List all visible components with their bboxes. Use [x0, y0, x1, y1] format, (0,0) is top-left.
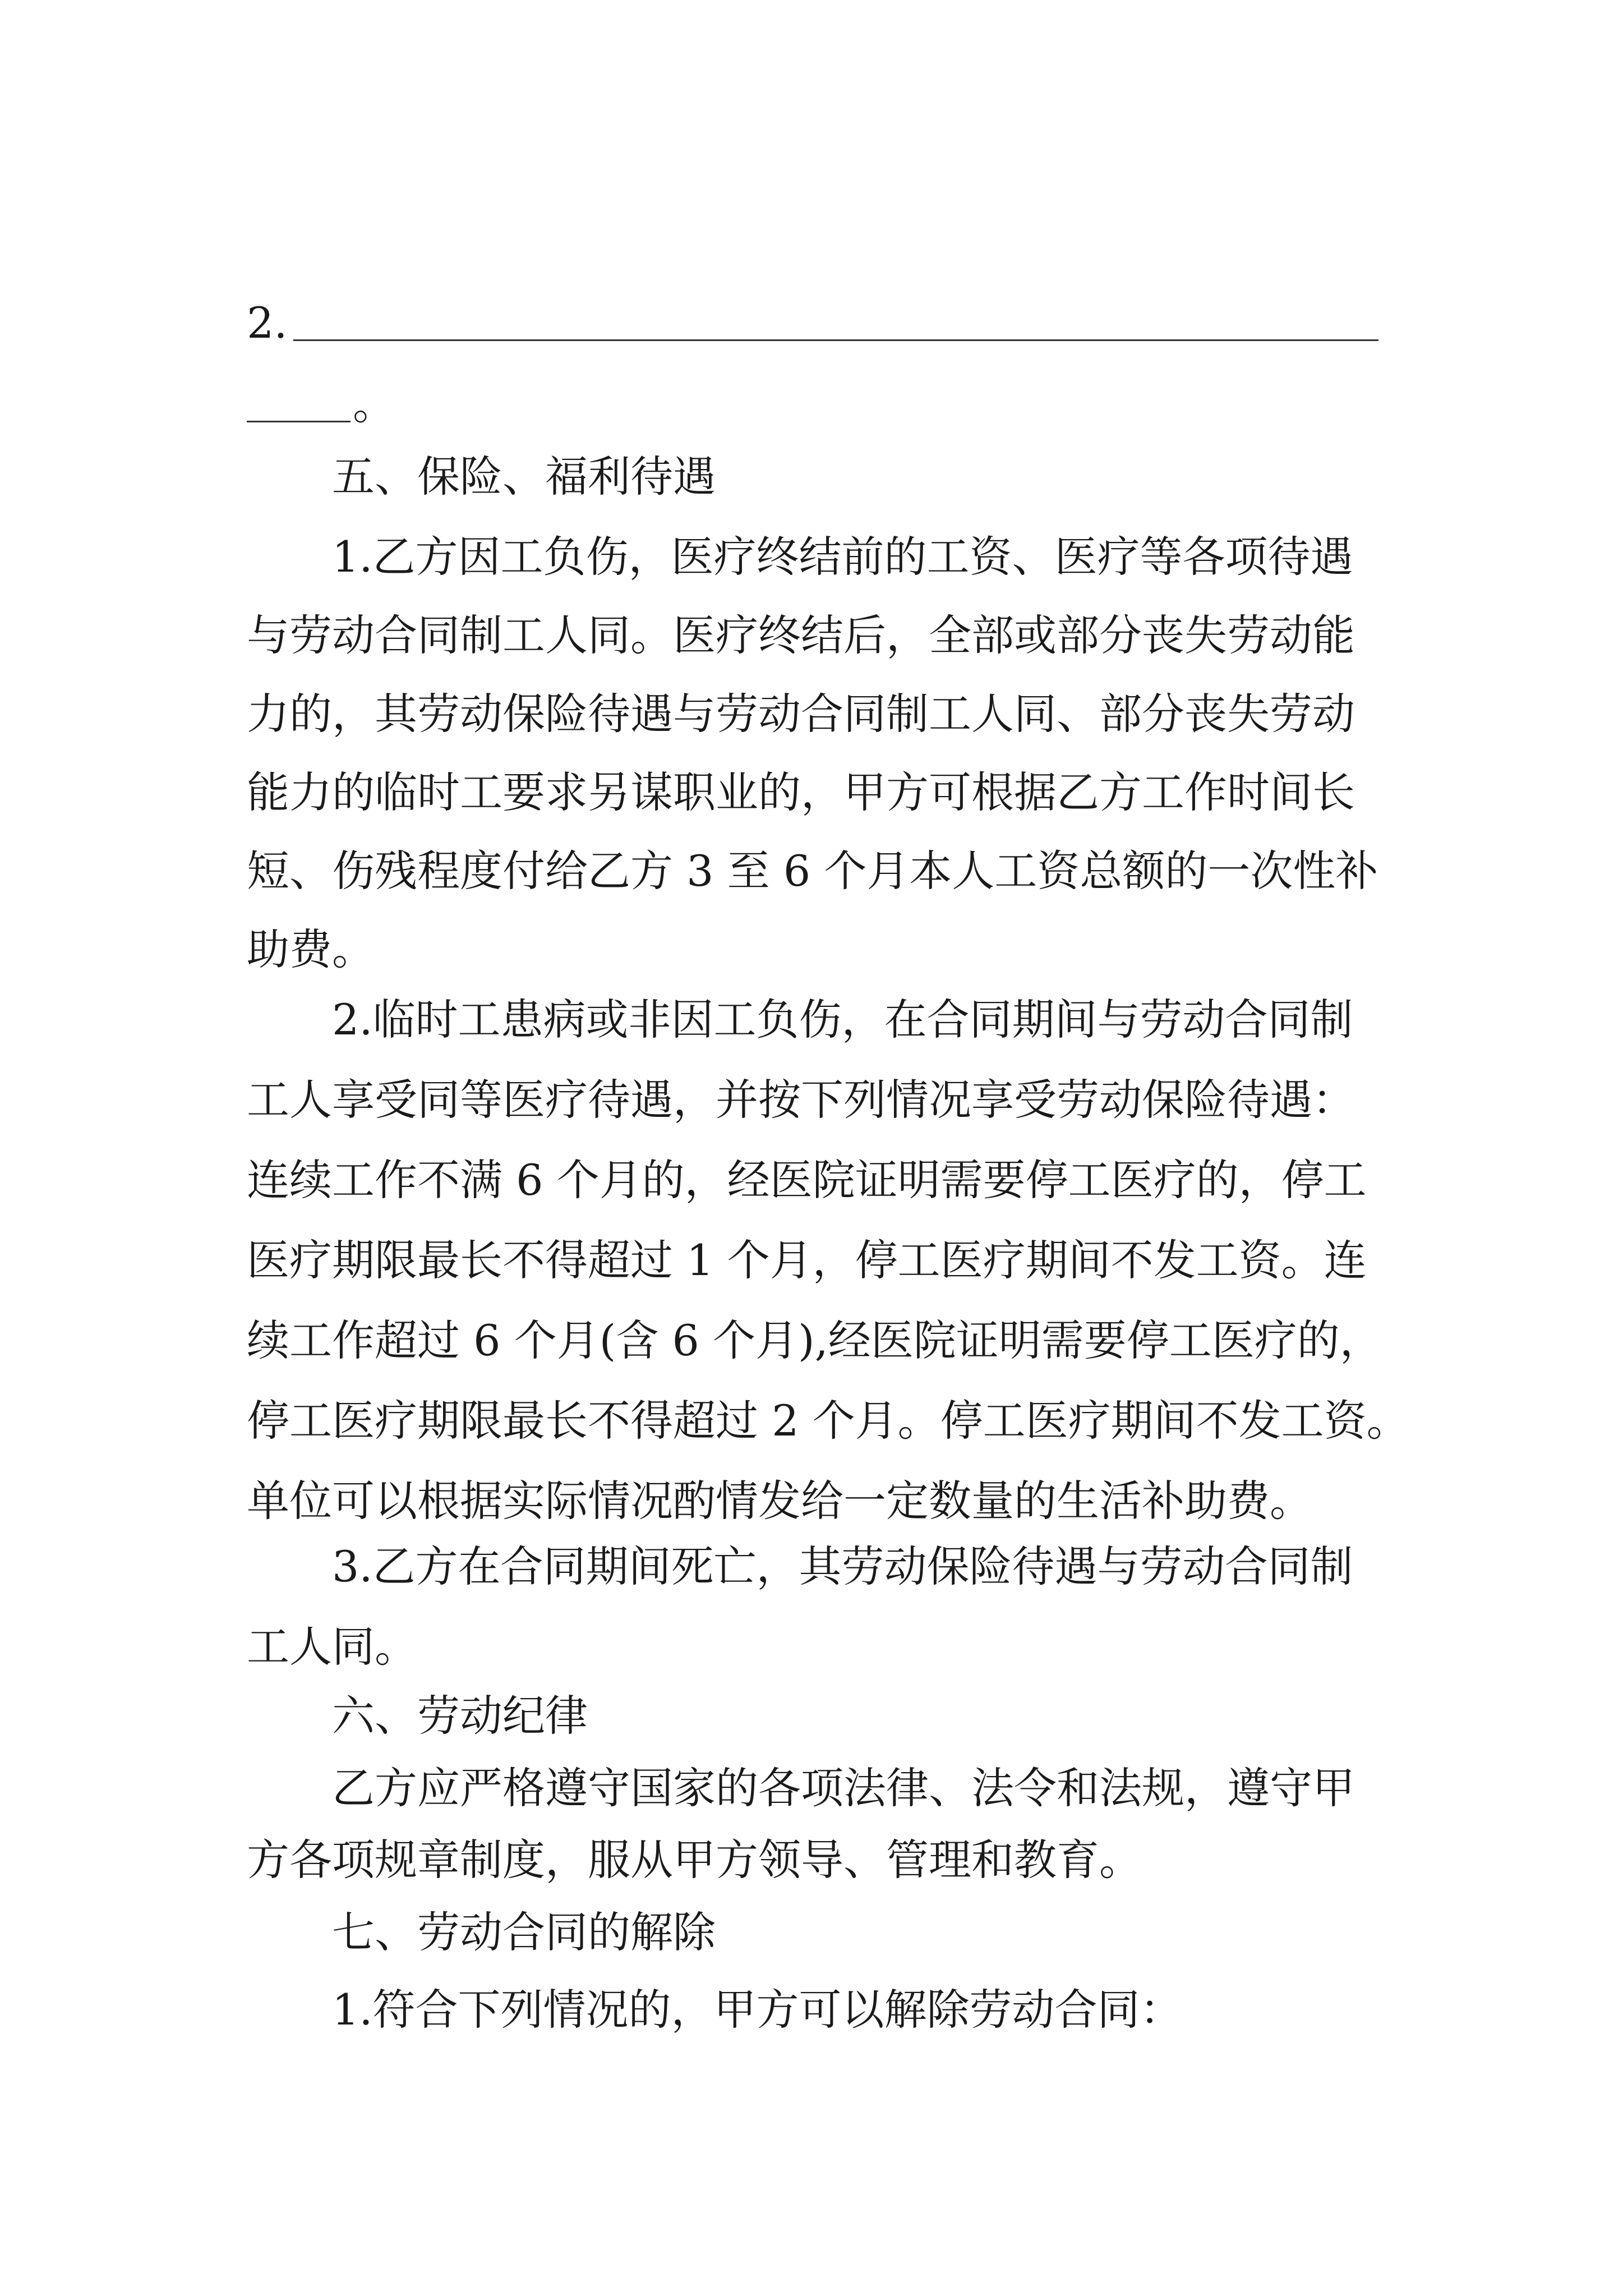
item-2-line — [247, 296, 1378, 350]
section-7-heading: 七、劳动合同的解除 — [332, 1907, 716, 1957]
item-2-suffix: 。 — [353, 379, 395, 429]
paragraph-line: 2.临时工患病或非因工负伤，在合同期间与劳动合同制 — [332, 995, 1353, 1045]
section-5-heading: 五、保险、福利待遇 — [332, 452, 716, 501]
paragraph-line: 停工医疗期限最长不得超过 2 个月。停工医疗期间不发工资。 — [247, 1396, 1409, 1446]
paragraph-line: 与劳动合同制工人同。医疗终结后，全部或部分丧失劳动能 — [247, 610, 1355, 660]
fill-in-blank-long — [293, 300, 1378, 341]
item-2-end-line — [247, 378, 395, 431]
paragraph-line: 1.乙方因工负伤，医疗终结前的工资、医疗等各项待遇 — [332, 532, 1353, 582]
paragraph-line: 乙方应严格遵守国家的各项法律、法令和法规，遵守甲 — [332, 1763, 1355, 1813]
paragraph-line: 助费。 — [247, 924, 375, 974]
section-6-heading: 六、劳动纪律 — [332, 1691, 588, 1741]
paragraph-line: 短、伤残程度付给乙方 3 至 6 个月本人工资总额的一次性补 — [247, 846, 1378, 896]
paragraph-line: 医疗期限最长不得超过 1 个月，停工医疗期间不发工资。连 — [247, 1235, 1367, 1285]
paragraph-line: 连续工作不满 6 个月的，经医院证明需要停工医疗的，停工 — [247, 1155, 1367, 1205]
paragraph-line: 力的，其劳动保险待遇与劳动合同制工人同、部分丧失劳动 — [247, 689, 1355, 739]
paragraph-line: 能力的临时工要求另谋职业的，甲方可根据乙方工作时间长 — [247, 767, 1355, 817]
paragraph-line: 续工作超过 6 个月(含 6 个月),经医院证明需要停工医疗的， — [247, 1315, 1382, 1365]
paragraph-line: 单位可以根据实际情况酌情发给一定数量的生活补助费。 — [247, 1476, 1312, 1526]
item-2-prefix: 2. — [247, 298, 288, 348]
document-page — [247, 0, 1409, 2296]
fill-in-blank-short — [247, 381, 351, 422]
paragraph-line: 方各项规章制度，服从甲方领导、管理和教育。 — [247, 1835, 1142, 1885]
paragraph-line: 1.符合下列情况的，甲方可以解除劳动合同： — [332, 1985, 1183, 2035]
paragraph-line: 工人享受同等医疗待遇，并按下列情况享受劳动保险待遇： — [247, 1075, 1355, 1125]
paragraph-line: 3.乙方在合同期间死亡，其劳动保险待遇与劳动合同制 — [332, 1542, 1353, 1591]
paragraph-line: 工人同。 — [247, 1622, 417, 1672]
